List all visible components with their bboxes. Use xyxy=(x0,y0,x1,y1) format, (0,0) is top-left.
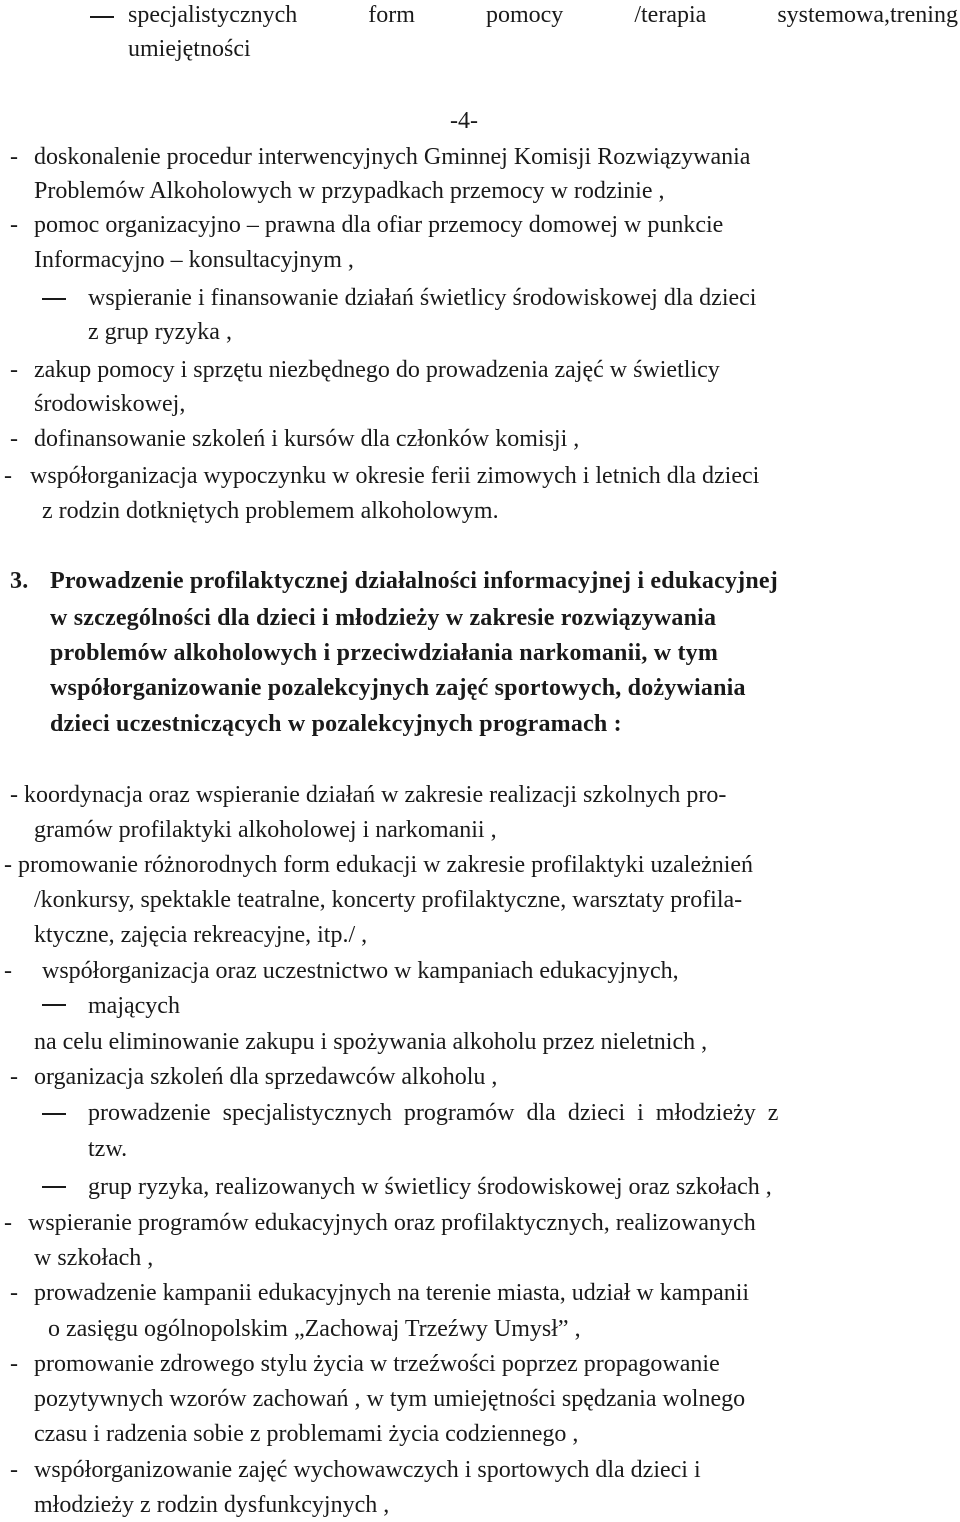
top-line-2: umiejętności xyxy=(128,36,251,62)
list-item-line: w szkołach , xyxy=(34,1245,154,1271)
page-number: -4- xyxy=(450,108,478,134)
list-marker: - xyxy=(10,426,18,452)
list-marker: - xyxy=(10,357,18,383)
list-item-line: ktyczne, zajęcia rekreacyjne, itp./ , xyxy=(34,922,368,948)
list-item-line: o zasięgu ogólnopolskim „Zachowaj Trzeźwy Umysł” , xyxy=(48,1316,581,1342)
list-item-line: Informacyjno – konsultacyjnym , xyxy=(34,247,354,273)
list-item-line: pozytywnych wzorów zachowań , w tym umiejętności spędzania wolnego xyxy=(34,1386,746,1412)
list-item-line: zakup pomocy i sprzętu niezbędnego do prowadzenia zajęć w świetlicy xyxy=(34,357,720,383)
list-item-line: współorganizacja oraz uczestnictwo w kampaniach edukacyjnych, xyxy=(42,958,679,984)
list-item-line: czasu i radzenia sobie z problemami życia codziennego , xyxy=(34,1421,579,1447)
list-item-line: tzw. xyxy=(88,1136,128,1162)
section-number: 3. xyxy=(10,568,29,594)
list-item-line: prowadzenie kampanii edukacyjnych na terenie miasta, udział w kampanii xyxy=(34,1280,750,1306)
list-marker: - xyxy=(4,1210,12,1236)
list-item-line: środowiskowej, xyxy=(34,391,186,417)
list-item-line: gramów profilaktyki alkoholowej i narkomanii , xyxy=(34,817,497,843)
list-marker: - xyxy=(10,212,18,238)
list-item-line: młodzieży z rodzin dysfunkcyjnych , xyxy=(34,1492,390,1518)
top-line-1 xyxy=(128,0,958,30)
dash-marker xyxy=(42,1004,66,1006)
word: pomocy xyxy=(485,2,564,28)
list-item-line: organizacja szkoleń dla sprzedawców alkoholu , xyxy=(34,1064,498,1090)
word: /terapia xyxy=(634,2,707,28)
justified-text: prowadzenie specjalistycznych programów dla dzieci i młodzieży z xyxy=(88,1100,779,1126)
list-marker: - xyxy=(4,958,12,984)
section-heading-line: w szczególności dla dzieci i młodzieży w zakresie rozwiązywania xyxy=(50,605,717,631)
list-item-line: koordynacja oraz wspieranie działań w zakresie realizacji szkolnych pro- xyxy=(24,782,727,808)
list-marker: - xyxy=(4,463,12,489)
section-heading-line: współorganizowanie pozalekcyjnych zajęć sportowych, dożywiania xyxy=(50,675,746,701)
list-item-line: grup ryzyka, realizowanych w świetlicy środowiskowej oraz szkołach , xyxy=(88,1174,772,1200)
word: systemowa,trening xyxy=(777,2,958,28)
word: form xyxy=(368,2,415,28)
section-heading-line: problemów alkoholowych i przeciwdziałania narkomanii, w tym xyxy=(50,640,719,666)
list-item-line: promowanie zdrowego stylu życia w trzeźwości poprzez propagowanie xyxy=(34,1351,720,1377)
list-marker: - xyxy=(10,782,18,808)
list-item-line: wspieranie programów edukacyjnych oraz profilaktycznych, realizowanych xyxy=(28,1210,756,1236)
list-item-line: promowanie różnorodnych form edukacji w zakresie profilaktyki uzależnień xyxy=(18,852,754,878)
dash-marker xyxy=(42,1186,66,1188)
word: specjalistycznych xyxy=(128,2,298,28)
list-marker: - xyxy=(10,1457,18,1483)
list-item-line: na celu eliminowanie zakupu i spożywania alkoholu przez nieletnich , xyxy=(34,1029,708,1055)
list-item-line: dofinansowanie szkoleń i kursów dla członków komisji , xyxy=(34,426,580,452)
list-item-line: współorganizowanie zajęć wychowawczych i sportowych dla dzieci i xyxy=(34,1457,701,1483)
dash-marker xyxy=(90,16,114,18)
list-item-line: /konkursy, spektakle teatralne, koncerty profilaktyczne, warsztaty profila- xyxy=(34,887,743,913)
list-item-line: doskonalenie procedur interwencyjnych Gminnej Komisji Rozwiązywania xyxy=(34,144,751,170)
list-item-line: Problemów Alkoholowych w przypadkach przemocy w rodzinie , xyxy=(34,178,665,204)
list-item-line: z rodzin dotkniętych problemem alkoholowym. xyxy=(42,498,499,524)
dash-marker xyxy=(42,1113,66,1115)
list-item-line: mających xyxy=(88,993,180,1019)
list-item-line: z grup ryzyka , xyxy=(88,319,232,345)
list-marker: - xyxy=(10,1351,18,1377)
list-item-line: wspieranie i finansowanie działań świetlicy środowiskowej dla dzieci xyxy=(88,285,757,311)
section-heading-line: Prowadzenie profilaktycznej działalności informacyjnej i edukacyjnej xyxy=(50,568,778,594)
list-marker: - xyxy=(4,852,12,878)
list-marker: - xyxy=(10,1064,18,1090)
list-item-line: współorganizacja wypoczynku w okresie ferii zimowych i letnich dla dzieci xyxy=(30,463,760,489)
list-marker: - xyxy=(10,144,18,170)
section-heading-line: dzieci uczestniczących w pozalekcyjnych programach : xyxy=(50,711,622,737)
list-item-line: pomoc organizacyjno – prawna dla ofiar przemocy domowej w punkcie xyxy=(34,212,724,238)
list-item-line xyxy=(88,1098,958,1128)
dash-marker xyxy=(42,298,66,300)
list-marker: - xyxy=(10,1280,18,1306)
